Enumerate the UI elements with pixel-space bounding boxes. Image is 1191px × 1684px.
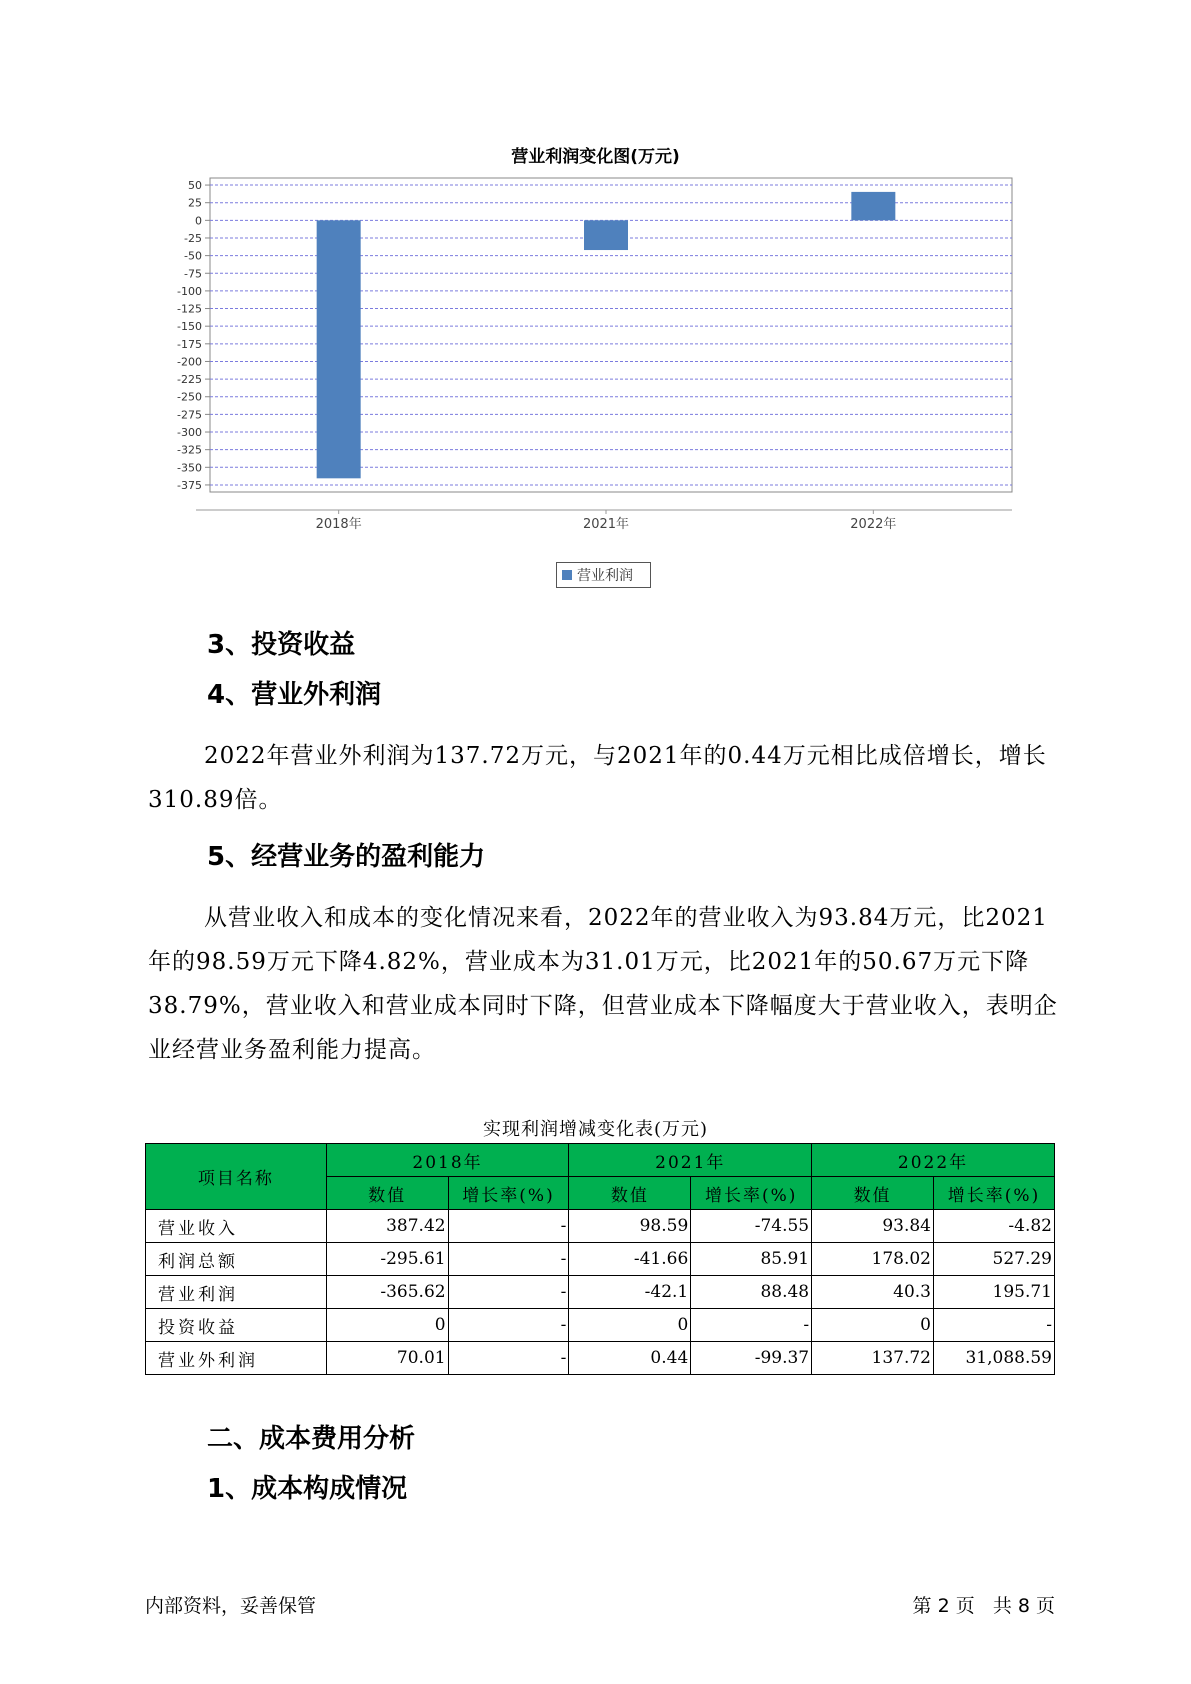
cell-value: 40.3: [812, 1276, 934, 1309]
header-year-2021: 2021年: [569, 1144, 812, 1177]
legend-label: 营业利润: [577, 568, 633, 584]
cell-value: 93.84: [812, 1210, 934, 1243]
cell-rate: -74.55: [691, 1210, 812, 1243]
row-name: 利润总额: [146, 1243, 327, 1276]
cell-rate: -: [448, 1309, 569, 1342]
operating-profit-chart: [150, 176, 1020, 556]
y-tick-label: -375: [177, 478, 202, 492]
cell-value: 98.59: [569, 1210, 691, 1243]
header-year-2022: 2022年: [812, 1144, 1055, 1177]
cell-rate: -: [448, 1210, 569, 1243]
cell-value: 387.42: [326, 1210, 448, 1243]
cell-value: 70.01: [326, 1342, 448, 1375]
heading-cost-analysis: 二、成本费用分析: [207, 1424, 416, 1454]
chart-legend: [556, 562, 651, 588]
cell-rate: 195.71: [934, 1276, 1055, 1309]
y-tick-label: -250: [177, 390, 202, 404]
y-tick-label: -225: [177, 373, 202, 387]
row-name: 投资收益: [146, 1309, 327, 1342]
bar-2021年: [584, 220, 628, 250]
cell-rate: -99.37: [691, 1342, 812, 1375]
header-rate: 增长率(%): [934, 1177, 1055, 1210]
cell-value: 0: [326, 1309, 448, 1342]
heading-profitability: 5、经营业务的盈利能力: [207, 842, 486, 872]
header-value: 数值: [569, 1177, 691, 1210]
cell-rate: -4.82: [934, 1210, 1055, 1243]
y-tick-label: -125: [177, 302, 202, 316]
y-tick-label: -325: [177, 443, 202, 457]
x-tick-label: 2021年: [582, 517, 630, 532]
table-row: [146, 1210, 1055, 1243]
row-name: 营业利润: [146, 1276, 327, 1309]
cell-rate: -: [448, 1342, 569, 1375]
y-tick-label: -150: [177, 320, 202, 334]
cell-rate: 85.91: [691, 1243, 812, 1276]
legend-swatch-icon: [562, 570, 572, 580]
footer-page-number: 第 2 页 共 8 页: [912, 1595, 1055, 1617]
header-rate: 增长率(%): [448, 1177, 569, 1210]
cell-value: 0: [569, 1309, 691, 1342]
cell-value: -295.61: [326, 1243, 448, 1276]
cell-value: 178.02: [812, 1243, 934, 1276]
y-tick-label: 50: [188, 179, 202, 193]
table-row: [146, 1309, 1055, 1342]
header-rate: 增长率(%): [691, 1177, 812, 1210]
table-row: [146, 1342, 1055, 1375]
y-tick-label: 0: [195, 214, 202, 228]
footer-confidential-note: 内部资料，妥善保管: [145, 1595, 317, 1617]
table-row: [146, 1243, 1055, 1276]
y-tick-label: -200: [177, 355, 202, 369]
chart-title: 营业利润变化图(万元): [511, 147, 680, 167]
y-tick-label: -75: [184, 267, 202, 281]
heading-cost-structure: 1、成本构成情况: [207, 1474, 408, 1504]
table-caption: 实现利润增减变化表(万元): [482, 1119, 709, 1140]
y-tick-label: -275: [177, 408, 202, 422]
cell-rate: -: [934, 1309, 1055, 1342]
y-tick-label: -300: [177, 426, 202, 440]
cell-value: -41.66: [569, 1243, 691, 1276]
x-tick-label: 2018年: [315, 517, 362, 532]
cell-value: 0: [812, 1309, 934, 1342]
y-tick-label: 25: [188, 196, 202, 210]
header-year-2018: 2018年: [326, 1144, 569, 1177]
cell-value: 0.44: [569, 1342, 691, 1375]
paragraph-non-operating-profit: 2022年营业外利润为137.72万元，与2021年的0.44万元相比成倍增长，增长310.89倍。: [148, 743, 1047, 813]
header-value: 数值: [326, 1177, 448, 1210]
y-tick-label: -50: [184, 249, 202, 263]
cell-rate: -: [448, 1243, 569, 1276]
cell-rate: 88.48: [691, 1276, 812, 1309]
table-row: [146, 1276, 1055, 1309]
cell-rate: 527.29: [934, 1243, 1055, 1276]
heading-investment-income: 3、投资收益: [207, 630, 356, 660]
profit-change-table: [145, 1143, 1055, 1375]
header-value: 数值: [812, 1177, 934, 1210]
row-name: 营业外利润: [146, 1342, 327, 1375]
cell-value: 137.72: [812, 1342, 934, 1375]
y-tick-label: -100: [177, 284, 202, 298]
heading-non-operating-profit: 4、营业外利润: [207, 680, 382, 710]
x-tick-label: 2022年: [850, 517, 897, 532]
header-item-name: 项目名称: [146, 1144, 327, 1210]
cell-rate: -: [448, 1276, 569, 1309]
paragraph-profitability: 从营业收入和成本的变化情况来看，2022年的营业收入为93.84万元，比2021年的98.59万元下降4.82%，营业成本为31.01万元，比2021年的50.67万元下降38.79%，营业收入和营业成本同时下降，但营业成本下降幅度大于营业收入，表明企业经营业务盈利能力提高。: [148, 905, 1058, 1063]
y-tick-label: -175: [177, 337, 202, 351]
row-name: 营业收入: [146, 1210, 327, 1243]
bar-2022年: [851, 192, 895, 220]
y-tick-label: -25: [184, 231, 202, 245]
cell-rate: -: [691, 1309, 812, 1342]
cell-value: -42.1: [569, 1276, 691, 1309]
cell-rate: 31,088.59: [934, 1342, 1055, 1375]
y-tick-label: -350: [177, 461, 202, 475]
bar-2018年: [317, 220, 361, 478]
cell-value: -365.62: [326, 1276, 448, 1309]
